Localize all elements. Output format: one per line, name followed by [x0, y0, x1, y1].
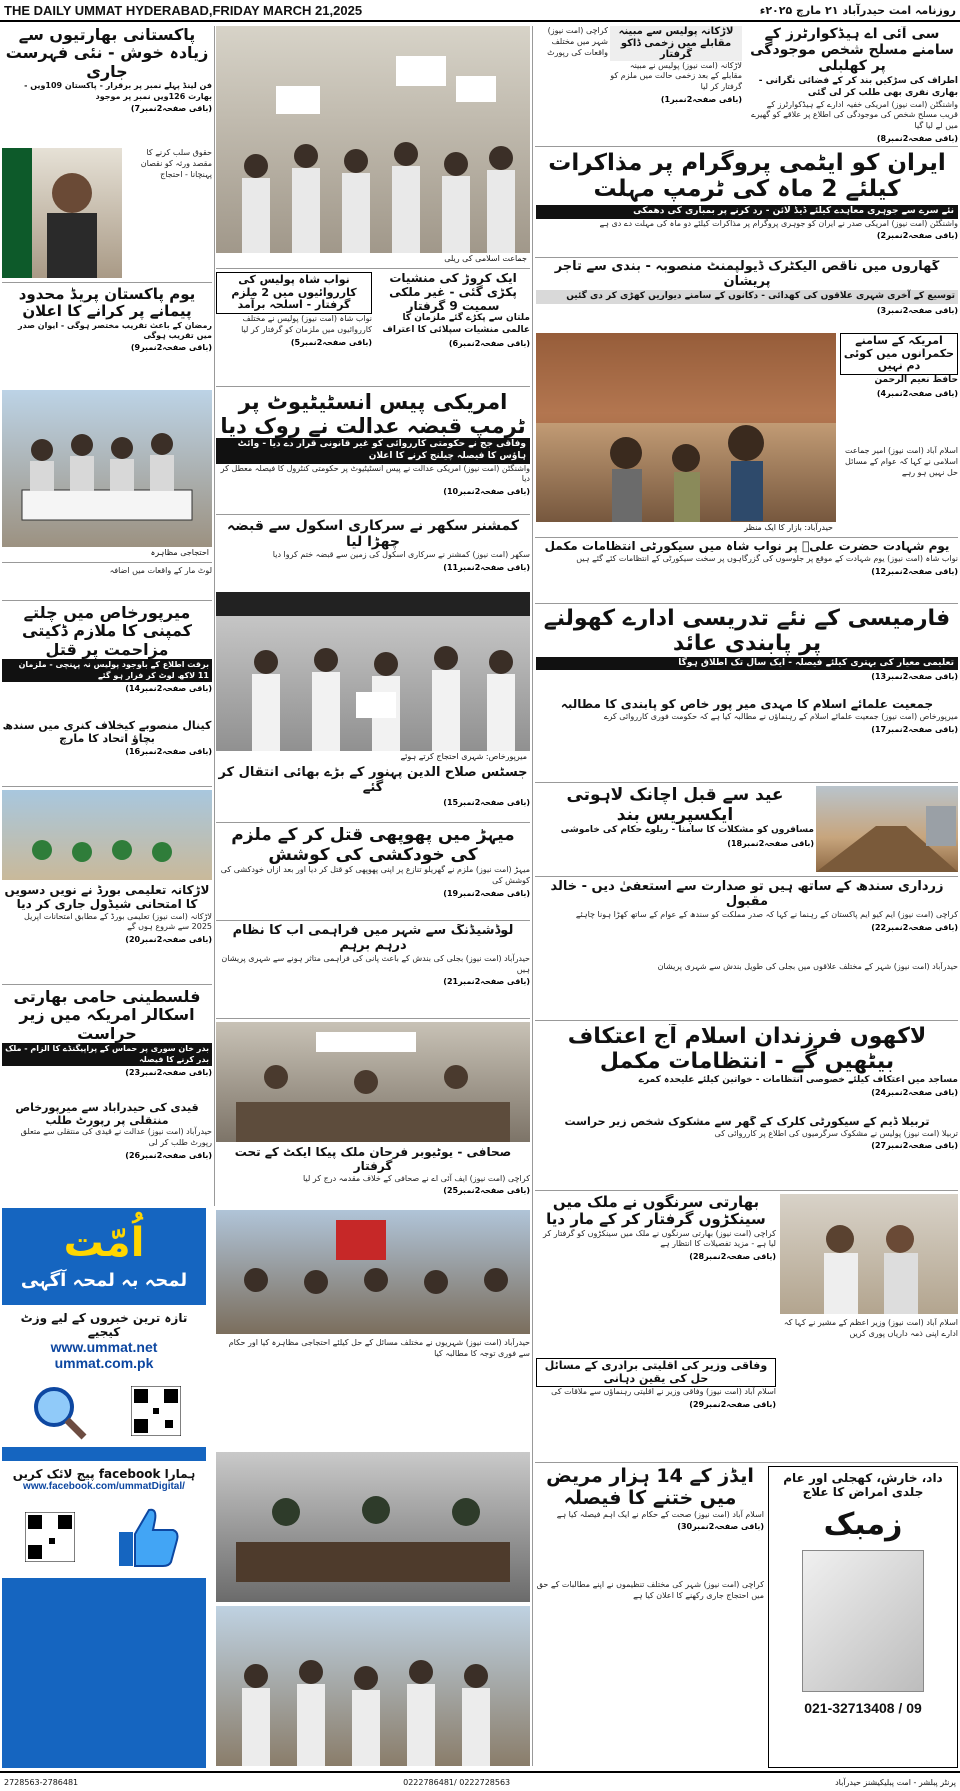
continued-note: (باقی صفحہ2نمبر30) [677, 1522, 764, 1532]
continued-note: (باقی صفحہ2نمبر10) [443, 487, 530, 497]
footer-right: پرنٹر پبلشر - امت پبلیکیشنز حیدرآباد [835, 1777, 956, 1787]
headline: جمعیت علمائے اسلام کا مہدی میر پور خاص کو پابندی کا مطالبہ [560, 698, 934, 711]
story-text: کراچی (امت نیوز) شہر کی مختلف تنظیموں نے اپنے مطالبات کے حق میں احتجاج جاری رکھنے کا اعلان کیا ہے [536, 1580, 764, 1600]
continued-note: (باقی صفحہ2نمبر6) [448, 338, 530, 348]
continued-note: (باقی صفحہ2نمبر16) [125, 747, 212, 757]
story-text: کراچی (امت نیوز) ایف آئی اے نے صحافی کے خلاف مقدمہ درج کر لیا [302, 1173, 530, 1183]
photo-charity-graphic [2, 790, 212, 880]
photo-protest [2, 390, 212, 558]
continued-note: (باقی صفحہ2نمبر9) [130, 343, 212, 353]
continued-note: (باقی صفحہ2نمبر17) [871, 724, 958, 734]
headline: کینال منصوبے کیخلاف کنری میں سندھ بچاؤ اتحاد کا مارچ [2, 720, 212, 745]
story-s17 [536, 698, 958, 778]
story-brief [536, 26, 608, 144]
rule [216, 386, 530, 387]
headline: کمشنر سکھر نے سرکاری اسکول سے قبضہ چھڑا لیا [226, 518, 519, 551]
story-brief [126, 148, 212, 278]
story-text: واشنگٹن (امت نیوز) امریکی عدالت نے پیس انسٹیٹیوٹ پر حکومتی کنٹرول کا فیصلہ معطل کر دیا [220, 463, 530, 484]
subheadline: مسافروں کو مشکلات کا سامنا - ریلوے حکام کی خاموشی [560, 825, 814, 836]
photo-police-meeting [216, 1452, 530, 1602]
story-text: لوٹ مار کے واقعات میں اضافہ [109, 566, 212, 575]
story-s18 [536, 786, 814, 866]
headline: زرداری سندھ کے ساتھ ہیں تو صدارت سے استعفیٰ دیں - خالد مقبول [550, 880, 944, 909]
photo-meeting-graphic [780, 1194, 958, 1314]
subheadline: ملتان سے پکڑے گئے ملزمان کا عالمی منشیات سپلائی کا اعتراف [382, 313, 530, 336]
masthead-urdu: روزنامہ امت حیدرآباد ۲۱ مارچ ۲۰۲۵ء [759, 3, 956, 17]
rule [535, 603, 958, 604]
story-s13 [536, 606, 958, 696]
photo-shoe-market-graphic [536, 333, 836, 533]
story-text: واشنگٹن (امت نیوز) امریکی صدر نے ایران کو جوہری پروگرام پر مذاکرات کیلئے دو ماہ کی مہلت دے دی ہے [599, 218, 958, 228]
photo-rally [216, 26, 530, 264]
continued-note: (باقی صفحہ2نمبر12) [871, 566, 958, 576]
subheadline: بدر خان سوری پر حماس کے پراپیگنڈے کا الزام - ملک بدر کرنے کا فیصلہ [2, 1043, 212, 1066]
continued-note: (باقی صفحہ2نمبر20) [125, 935, 212, 945]
headline: یوم پاکستان پریڈ محدود پیمانے پر کرانے کا اعلان [18, 286, 196, 321]
photo-police-meeting-graphic [216, 1452, 530, 1602]
rule [535, 257, 958, 258]
photo-charity [2, 790, 212, 880]
story-s9 [2, 286, 212, 386]
photo-road-digging [816, 786, 958, 872]
story-text: اسلام آباد (امت نیوز) امیر جماعت اسلامی نے کہا کہ عوام کے مسائل حل نہیں ہو رہے [844, 446, 958, 477]
story-text: اسلام آباد (امت نیوز) وفاقی وزیر نے اقلیتی رہنماؤں سے ملاقات کی [551, 1387, 776, 1397]
continued-note: (باقی صفحہ2نمبر1) [660, 94, 742, 104]
story-s16 [2, 720, 212, 782]
continued-note: (باقی صفحہ2نمبر19) [443, 888, 530, 898]
photo-office-graphic [216, 1022, 530, 1142]
subheadline: وفاقی جج نے حکومتی کارروائی کو غیر قانونی قرار دے دیا - وائٹ ہاؤس کا فیصلہ چیلنج کرنے کا اعلان [216, 438, 530, 463]
rule [2, 282, 212, 283]
story-s14 [2, 604, 212, 716]
story-text: لاڑکانہ (امت نیوز) پولیس نے مبینہ مقابلے کے بعد زخمی حالت میں ملزم کو گرفتار کر لیا [610, 60, 742, 92]
rule [535, 782, 958, 783]
story-text: حیدرآباد (امت نیوز) بجلی کی بندش کے باعث پانی کی فراہمی متاثر ہونے سے شہری پریشان ہیں [221, 953, 530, 974]
rule [216, 1018, 530, 1019]
story-s11 [216, 518, 530, 588]
headline: ایڈز کے 14 ہزار مریض میں ختنے کا فیصلہ [546, 1466, 754, 1509]
story-text: میرپورخاص (امت نیوز) جمعیت علمائے اسلام کے رہنماؤں نے مطالبہ کیا ہے کہ حکومت فوری کارروائی کرے [603, 711, 958, 721]
story-text: نواب شاہ (امت نیوز) پولیس نے مختلف کارروائیوں میں ملزمان کو گرفتار کر لیا [241, 313, 372, 334]
rule [535, 146, 958, 147]
subheadline: حافظ نعیم الرحمن [874, 374, 958, 385]
story-s3 [536, 150, 958, 254]
headline: نواب شاہ پولیس کی کارروائیوں میں 2 ملزم گرفتار - اسلحہ برآمد [216, 272, 372, 314]
rule [2, 786, 212, 787]
photo-rally-graphic [216, 26, 530, 264]
story-text: حیدرآباد (امت نیوز) شہریوں نے مختلف مسائل کے حل کیلئے احتجاجی مظاہرہ کیا اور حکام سے فوری توجہ کا مطالبہ کیا [228, 1338, 530, 1358]
story-s23 [2, 988, 212, 1098]
rule [535, 537, 958, 538]
headline: امریکہ کے سامنے حکمرانوں میں کوئی دم نہیں [840, 333, 958, 375]
ad-zambak-product-image [802, 1550, 924, 1692]
story-brief [2, 566, 212, 596]
photo-official-portrait [2, 148, 122, 278]
photo-demonstration [216, 1210, 530, 1334]
headline: وفاقی وزیر کی اقلیتی برادری کے مسائل حل کی یقین دہانی [536, 1358, 776, 1387]
continued-note: (باقی صفحہ2نمبر7) [130, 103, 212, 113]
story-text: حقوق سلب کرنے کا مقصد ورثہ کو نقصان پہنچانا - احتجاج [140, 148, 212, 179]
headline: لاکھوں فرزندان اسلام آج اعتکاف بیٹھیں گے - انتظامات مکمل [567, 1024, 927, 1075]
story-s26 [2, 1102, 212, 1202]
story-s15 [216, 766, 530, 818]
headline: فلسطینی حامی بھارتی اسکالر امریکہ میں زیر حراست [13, 988, 201, 1043]
story-s12 [536, 540, 958, 600]
headline: ایک کروڑ کی منشیات پکڑی گئی - غیر ملکی سمیت 9 گرفتار [389, 272, 517, 313]
photo-caption: میرپورخاص: شہری احتجاج کرتے ہوئے [216, 751, 530, 762]
photo-protest-mirpurkhas-graphic [216, 592, 530, 762]
story-s22 [536, 880, 958, 960]
headline: ایران کو ایٹمی پروگرام پر مذاکرات کیلئے 2 ماہ کی ٹرمپ مہلت [548, 150, 946, 203]
story-text: حیدرآباد (امت نیوز) عدالت نے قیدی کی منتقلی سے متعلق رپورٹ طلب کر لی [20, 1127, 212, 1148]
ad-ummat-fb-label: ہمارا facebook پیج لائک کریں [12, 1467, 196, 1481]
headline: امریکی پیس انسٹیٹیوٹ پر ٹرمپ قبضہ عدالت نے روک دیا [220, 390, 526, 439]
story-brief [536, 1580, 764, 1768]
story-s5 [840, 333, 958, 443]
column-rule [532, 26, 533, 1766]
story-s4 [536, 260, 958, 330]
continued-note: (باقی صفحہ2نمبر2) [876, 231, 958, 241]
story-text: کراچی (امت نیوز) بھارتی سرنگوں نے ملک میں سینکڑوں کو گرفتار کر لیا ہے - مزید تفصیلات کا انتظار ہے [543, 1228, 776, 1249]
ad-zambak [768, 1466, 958, 1768]
story-brief [840, 446, 958, 534]
photo-crowd-graphic [216, 1606, 530, 1766]
story-text: نواب شاہ (امت نیوز) یوم شہادت کے موقع پر جلوسوں کی گزرگاہوں پر سخت سیکورٹی کے انتظامات کئے گئے ہیں [576, 553, 958, 563]
rule [216, 514, 530, 515]
story-text: اسلام آباد (امت نیوز) صحت کے حکام نے ایک اہم فیصلہ کیا ہے [556, 1509, 764, 1519]
subheadline: نئے سرے سے جوہری معاہدے کیلئے ڈیڈ لائن - رد کرنے پر بمباری کی دھمکی [536, 205, 958, 219]
rule [535, 876, 958, 877]
story-s29 [536, 1358, 776, 1458]
photo-road-digging-graphic [816, 786, 958, 872]
photo-office [216, 1022, 530, 1142]
ad-ummat-site2[interactable]: ummat.com.pk [54, 1355, 154, 1371]
continued-note: (باقی صفحہ2نمبر21) [443, 977, 530, 987]
story-s21 [216, 924, 530, 1014]
story-text: میہڑ (امت نیوز) ملزم نے گھریلو تنازع پر اپنی پھوپھی کو قتل کر دیا اور بعد ازاں خودکشی کی کوشش کی [220, 865, 530, 885]
photo-official-portrait-graphic [2, 148, 122, 278]
ad-ummat-site1[interactable]: www.ummat.net [50, 1339, 158, 1355]
rule [216, 822, 530, 823]
headline: فارمیسی کے نئے تدریسی ادارے کھولنے پر پابندی عائد [543, 606, 951, 657]
continued-note: (باقی صفحہ2نمبر28) [689, 1252, 776, 1262]
rule [2, 562, 212, 563]
footer-left: 2728563-2786481 [4, 1777, 79, 1787]
continued-note: (باقی صفحہ2نمبر27) [871, 1141, 958, 1151]
story-s6 [216, 272, 372, 382]
story-brief [780, 1318, 958, 1458]
headline: یوم شہادت حضرت علیؓ پر نواب شاہ میں سیکورٹی انتظامات مکمل [544, 540, 950, 553]
story-text: حیدرآباد (امت نیوز) شہر کے مختلف علاقوں میں بجلی کی طویل بندش سے شہری پریشان [657, 962, 958, 971]
photo-crowd [216, 1606, 530, 1766]
continued-note: (باقی صفحہ2نمبر3) [876, 305, 958, 315]
story-s24 [536, 1024, 958, 1114]
story-s8 [2, 26, 212, 144]
continued-note: (باقی صفحہ2نمبر25) [443, 1186, 530, 1196]
story-s20 [2, 884, 212, 980]
rule [2, 984, 212, 985]
masthead-english: THE DAILY UMMAT HYDERABAD,FRIDAY MARCH 21,2025 [4, 2, 363, 18]
continued-note: (باقی صفحہ2نمبر11) [443, 562, 530, 572]
story-s30 [536, 1466, 764, 1576]
subheadline: برقت اطلاع کے باوجود پولیس نہ پہنچی - ملزمان 11 لاکھ لوٹ کر فرار ہو گئے [2, 659, 212, 682]
continued-note: (باقی صفحہ2نمبر18) [727, 838, 814, 848]
story-text: کراچی (امت نیوز) ایم کیو ایم پاکستان کے رہنما نے کہا کہ صدر مملکت کو سندھ کے عوام کے ساتھ کھڑا ہونا چاہئے [575, 909, 958, 919]
masthead [0, 0, 960, 22]
footer [0, 1771, 960, 1791]
headline: جسٹس صلاح الدین پہنور کے بڑے بھائی انتقال کر گئے [218, 766, 528, 795]
headline: گھاروں میں ناقص الیکٹرک ڈیولپمنٹ منصوبہ - بندی سے تاجر پریشان [554, 260, 940, 289]
story-text: کراچی (امت نیوز) شہر میں مختلف واقعات کی رپورٹ [547, 26, 608, 57]
story-s27 [536, 1116, 958, 1186]
subheadline: فن لینڈ پہلے نمبر پر برقرار - پاکستان 109ویں - بھارت 126ویں نمبر پر موجود [24, 81, 212, 101]
photo-protest-mirpurkhas [216, 592, 530, 762]
story-s2 [610, 26, 742, 144]
photo-protest-graphic [2, 390, 212, 558]
photo-caption: احتجاجی مظاہرہ [2, 547, 212, 558]
subheadline: مساجد میں اعتکاف کیلئے خصوصی انتظامات - خواتین کیلئے علیحدہ کمرے [638, 1074, 958, 1085]
story-s1 [746, 26, 958, 144]
story-text: تربیلا (امت نیوز) پولیس نے مشکوک سرگرمیوں کی اطلاع پر کارروائی کی [714, 1128, 958, 1138]
story-brief [536, 962, 958, 1018]
ad-ummat-visit: تازہ ترین خبروں کے لیے وزٹ کیجیے [20, 1311, 188, 1339]
continued-note: (باقی صفحہ2نمبر14) [125, 683, 212, 693]
headline: میہڑ میں پھوپھی قتل کر کے ملزم کی خودکشی کی کوشش [231, 826, 515, 865]
rule [535, 1020, 958, 1021]
photo-caption: حیدرآباد: بازار کا ایک منظر [536, 522, 836, 533]
story-brief [216, 1338, 530, 1448]
story-text: لاڑکانہ (امت نیوز) تعلیمی بورڈ کے مطابق امتحانات اپریل 2025 سے شروع ہوں گے [24, 911, 212, 932]
photo-meeting [780, 1194, 958, 1314]
story-s25 [216, 1146, 530, 1206]
subheadline: اطراف کی سڑکیں بند کر کے فضائی نگرانی - بھاری نفری بھی طلب کر لی گئی [758, 76, 958, 98]
rule [2, 600, 212, 601]
ad-ummat-fb-url[interactable]: www.facebook.com/ummatDigital/ [23, 1481, 185, 1492]
rule [216, 920, 530, 921]
rule [535, 1190, 958, 1191]
qr-code-icon [131, 1386, 181, 1436]
subheadline: تعلیمی معیار کی بہتری کیلئے فیصلہ - ایک سال تک اطلاق ہوگا [536, 657, 958, 671]
headline: سی آئی اے ہیڈکوارٹرز کے سامنے مسلح شخص موجودگی پر کھلبلی [750, 26, 954, 75]
headline: بھارتی سرنگوں نے ملک میں سینکڑوں گرفتار کر کے مار دیا [546, 1194, 766, 1229]
story-s28 [536, 1194, 776, 1354]
headline: صحافی - یوٹیوبر فرحان ملک پیکا ایکٹ کے تحت گرفتار [234, 1146, 512, 1173]
headline: لوڈشیڈنگ سے شہر میں فراہمی آب کا نظام درہم برہم [232, 924, 514, 953]
subheadline: توسیع کے آخری شہری علاقوں کی کھدائی - دکانوں کے سامنے دیواریں کھڑی کر دی گئیں [536, 290, 958, 304]
subheadline: رمضان کے باعث تقریب مختصر ہوگی - ایوان صدر میں تقریب ہوگی [18, 320, 212, 340]
rule [535, 1462, 958, 1463]
thumbs-up-icon [113, 1502, 183, 1572]
column-rule [214, 26, 215, 1206]
ad-ummat-logo: اُمّت [63, 1220, 145, 1266]
headline: میرپورخاص میں چلتے کمپنی کا ملازم ڈکیتی مزاحمت پر قتل [22, 604, 192, 659]
headline: عید سے قبل اچانک لاہوتی ایکسپریس بند [566, 786, 784, 825]
continued-note: (باقی صفحہ2نمبر29) [689, 1400, 776, 1410]
story-s7 [376, 272, 530, 382]
headline: لاڑکانہ تعلیمی بورڈ نے نویں دسویں کا امتحانی شیڈول جاری کر دیا [4, 884, 210, 911]
headline: تربیلا ڈیم کے سیکورٹی کلرک کے گھر سے مشکوک شخص زیر حراست [564, 1116, 930, 1128]
story-s19 [216, 826, 530, 916]
continued-note: (باقی صفحہ2نمبر8) [876, 134, 958, 144]
rule [216, 268, 530, 269]
ad-ummat-tagline: لمحہ بہ لمحہ آگہی [20, 1270, 188, 1291]
headline: پاکستانی بھارتیوں سے زیادہ خوش - نئی فہرست جاری [5, 26, 209, 81]
continued-note: (باقی صفحہ2نمبر15) [443, 797, 530, 807]
magnifier-icon [28, 1381, 88, 1441]
continued-note: (باقی صفحہ2نمبر13) [871, 672, 958, 682]
continued-note: (باقی صفحہ2نمبر4) [876, 388, 958, 398]
headline: قیدی کی حیدرآباد سے میرپورخاص منتقلی پر رپورٹ طلب [15, 1102, 199, 1127]
ad-ummat [2, 1208, 206, 1768]
story-text: سکھر (امت نیوز) کمشنر نے سرکاری اسکول کی زمین سے قبضہ ختم کروا دیا [272, 550, 530, 560]
continued-note: (باقی صفحہ2نمبر22) [871, 922, 958, 932]
photo-demonstration-graphic [216, 1210, 530, 1334]
story-text: واشنگٹن (امت نیوز) امریکی خفیہ ادارے کے ہیڈکوارٹرز کے قریب مسلح شخص کی موجودگی کی اطلاع پر علاقے کو گھیرے میں لے لیا گیا [751, 99, 958, 131]
story-text: اسلام آباد (امت نیوز) وزیر اعظم کے مشیر نے کہا کہ ادارے اپنی ذمہ داریاں پوری کریں [783, 1318, 958, 1338]
footer-center: 0222786481/ 0222728563 [403, 1777, 511, 1787]
qr-code-icon [25, 1512, 75, 1562]
continued-note: (باقی صفحہ2نمبر26) [125, 1150, 212, 1160]
ad-zambak-brand: زمبک [823, 1507, 903, 1542]
continued-note: (باقی صفحہ2نمبر23) [125, 1067, 212, 1077]
headline: لاڑکانہ پولیس سے مبینہ مقابلے میں زخمی ڈاکو گرفتار [610, 26, 742, 61]
story-s10 [216, 390, 530, 510]
continued-note: (باقی صفحہ2نمبر5) [290, 337, 372, 347]
photo-caption: جماعت اسلامی کی ریلی [216, 253, 530, 264]
photo-shoe-market [536, 333, 836, 533]
ad-zambak-title: داد، خارش، کھجلی اور عام جلدی امراض کا علاج [783, 1471, 943, 1499]
continued-note: (باقی صفحہ2نمبر24) [871, 1088, 958, 1098]
ad-zambak-phone: 021-32713408 / 09 [804, 1700, 922, 1716]
